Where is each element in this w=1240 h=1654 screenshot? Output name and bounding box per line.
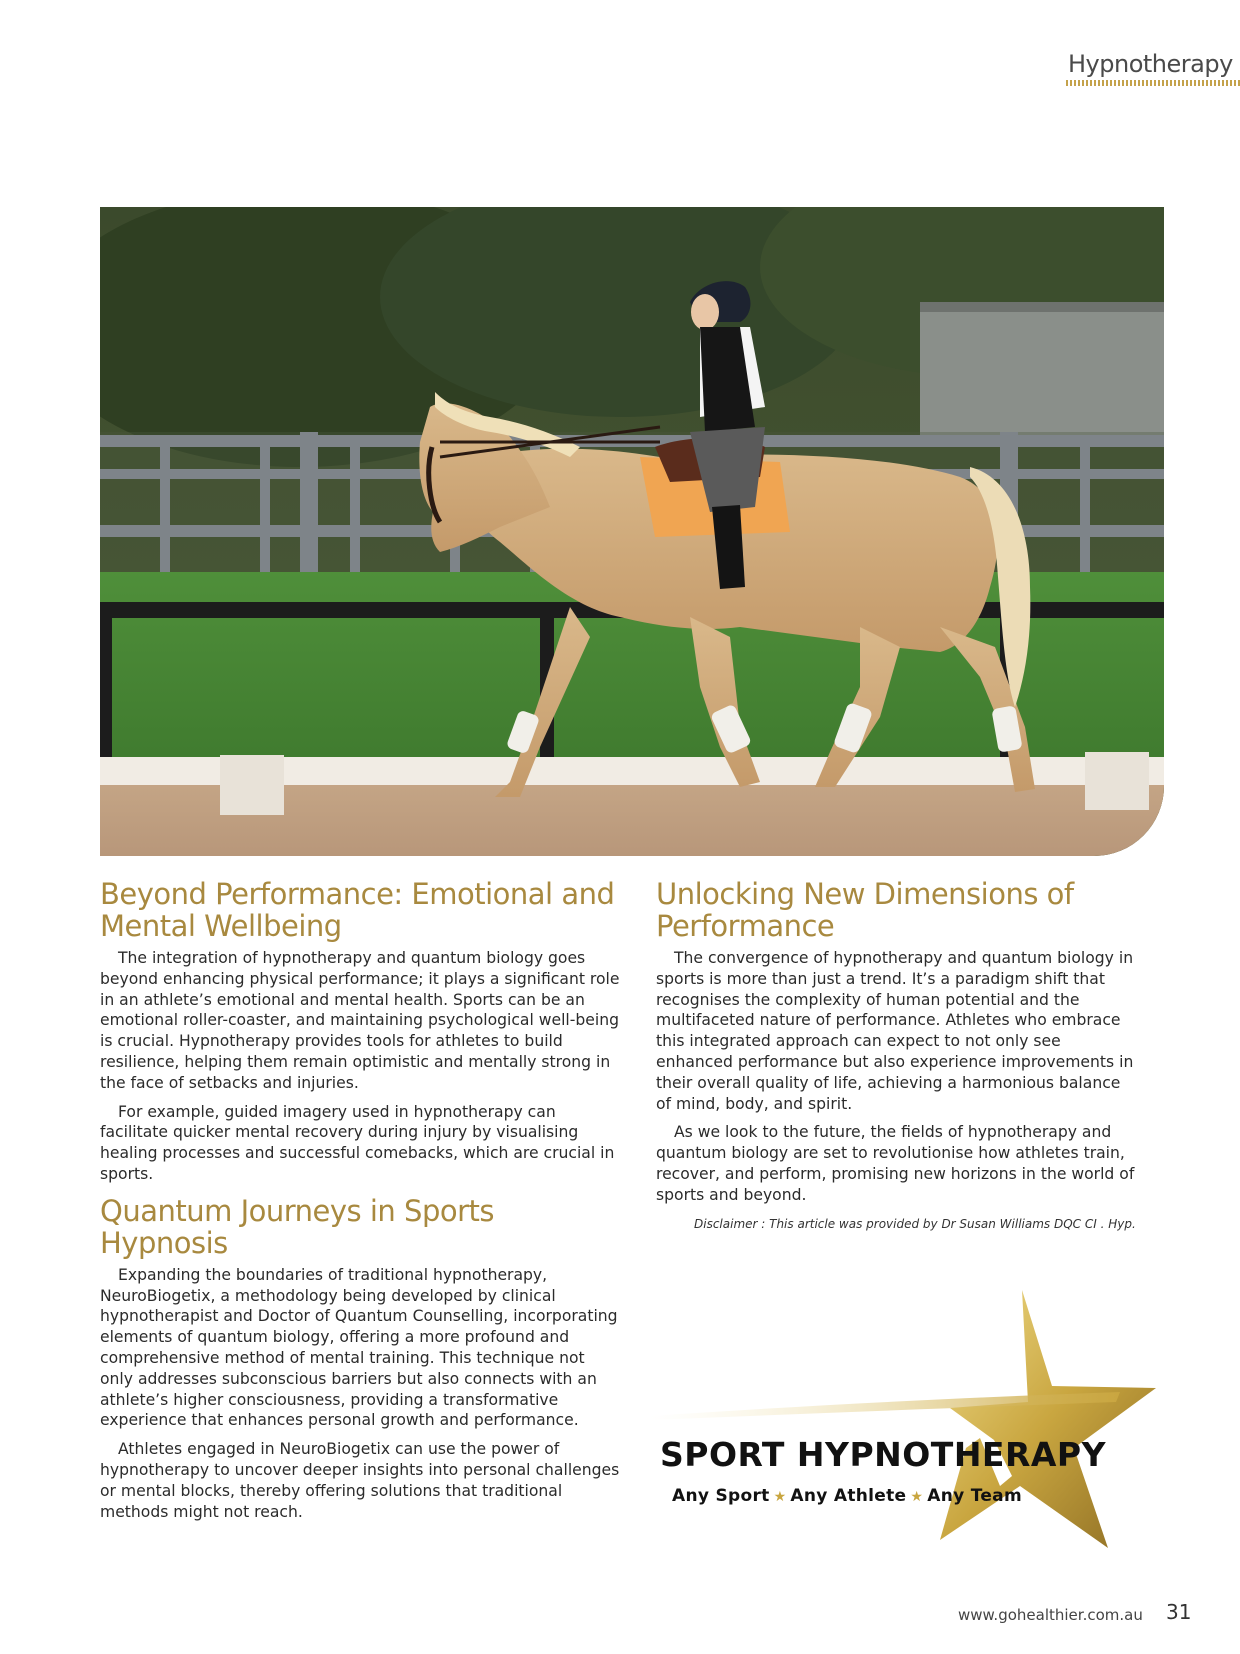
right-column: [656, 878, 1136, 1234]
page-number: 31: [1166, 1600, 1192, 1624]
paragraph-emotional-1: The integration of hypnotherapy and quantum biology goes beyond enhancing physical performance; it plays a significant role in an athlete’s emotional and mental health. Sports can be an emotional roller-coaster, and maintaining psychological well-being is crucial. Hypnotherapy provides tools for athletes to build resilience, helping them remain optimistic and mentally strong in the face of setbacks and injuries.: [100, 949, 620, 1092]
logo-title: SPORT HYPNOTHERAPY: [660, 1435, 1107, 1474]
logo-sub-athlete: Any Athlete: [790, 1486, 907, 1506]
section-tag-underline: [1066, 80, 1240, 86]
left-column: [100, 878, 620, 1530]
hero-photo: [100, 207, 1164, 856]
section-tag-label: Hypnotherapy: [1068, 50, 1233, 78]
section-tag: [1066, 50, 1240, 86]
logo-sub-sport: Any Sport: [672, 1486, 770, 1506]
paragraph-dimensions-2: As we look to the future, the fields of hypnotherapy and quantum biology are set to revolutionise how athletes train, recover, and perform, promising new horizons in the world of sports and beyond.: [656, 1123, 1135, 1204]
logo-subtitle: [672, 1486, 1022, 1506]
disclaimer: Disclaimer : This article was provided by Dr Susan Williams DQC CI . Hyp.: [694, 1216, 1136, 1231]
footer-website-link[interactable]: www.gohealthier.com.au: [958, 1606, 1143, 1624]
heading-quantum-journeys: Quantum Journeys in Sports Hypnosis: [100, 1193, 494, 1260]
paragraph-dimensions-1: The convergence of hypnotherapy and quantum biology in sports is more than just a trend. It’s a paradigm shift that recognises the complexity of human potential and the multifaceted nature of performance. Athletes who embrace this integrated approach can expect to not only see enhanced performance but also experience improvements in their overall quality of life, achieving a harmonious balance of mind, body, and spirit.: [656, 949, 1134, 1113]
heading-emotional-wellbeing: Beyond Performance: Emotional and Mental Wellbeing: [100, 877, 615, 943]
sport-hypnotherapy-logo: [650, 1290, 1170, 1570]
star-icon: ★: [910, 1489, 924, 1505]
paragraph-emotional-2: For example, guided imagery used in hypnotherapy can facilitate quicker mental recovery during injury by visualising healing processes and successful comebacks, which are crucial in sports.: [100, 1102, 615, 1183]
paragraph-quantum-1: Expanding the boundaries of traditional hypnotherapy, NeuroBiogetix, a methodology being developed by clinical hypnotherapist and Doctor of Quantum Counselling, incorporating elements of quantum biology, offering a more profound and comprehensive method of mental training. This technique not only addresses subconscious barriers but also connects with an athlete’s higher consciousness, providing a transformative experience that enhances personal growth and performance.: [100, 1265, 618, 1430]
logo-sub-team: Any Team: [927, 1486, 1022, 1506]
star-icon: ★: [773, 1489, 787, 1505]
gold-star-icon: [650, 1290, 1170, 1570]
paragraph-quantum-2: Athletes engaged in NeuroBiogetix can use the power of hypnotherapy to uncover deeper insights into personal challenges or mental blocks, thereby offering solutions that traditional methods might not reach.: [100, 1440, 620, 1521]
heading-new-dimensions: Unlocking New Dimensions of Performance: [656, 877, 1074, 943]
horse-rider-illustration: [100, 207, 1164, 856]
